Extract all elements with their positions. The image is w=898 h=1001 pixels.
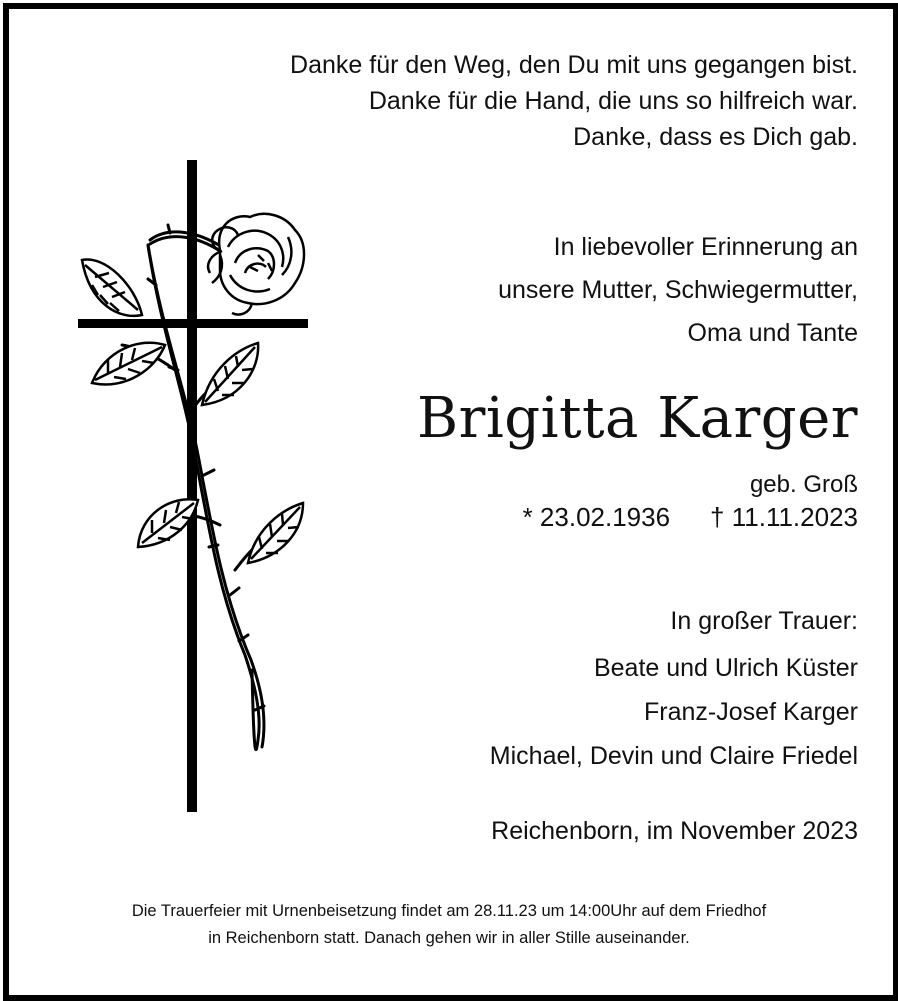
memory-dedication <box>498 226 858 355</box>
cross-with-rose-icon <box>70 155 320 815</box>
mourner-name: Franz-Josef Karger <box>644 698 858 726</box>
poem-line: Danke für die Hand, die uns so hilfreich war. <box>368 87 858 115</box>
memory-line: unsere Mutter, Schwiegermutter, <box>498 276 858 304</box>
poem-line: Danke für den Weg, den Du mit uns gegangen bist. <box>290 51 858 79</box>
mourners-list <box>490 646 858 778</box>
mourners-title: In großer Trauer: <box>670 607 858 635</box>
rose-bloom <box>212 214 304 315</box>
mourner-name: Michael, Devin und Claire Friedel <box>489 742 858 770</box>
deceased-name: Brigitta Karger <box>416 386 858 451</box>
memory-line: Oma und Tante <box>687 319 858 347</box>
notice-line: Die Trauerfeier mit Urnenbeisetzung findet am 28.11.23 um 14:00Uhr auf dem Friedhof <box>131 902 767 920</box>
mourner-name: Beate und Ulrich Küster <box>593 654 858 682</box>
birth-date: * 23.02.1936 <box>522 502 671 532</box>
life-dates <box>523 500 858 534</box>
place-and-date: Reichenborn, im November 2023 <box>491 817 858 845</box>
maiden-name: geb. Groß <box>749 471 858 498</box>
cross-horizontal-beam <box>78 319 308 328</box>
poem-line: Danke, dass es Dich gab. <box>573 123 858 151</box>
cross-vertical-beam <box>187 160 197 812</box>
funeral-notice <box>44 898 854 952</box>
death-date: † 11.11.2023 <box>710 502 858 532</box>
poem <box>290 47 858 155</box>
memory-line: In liebevoller Erinnerung an <box>553 233 858 261</box>
notice-line: in Reichenborn statt. Danach gehen wir in aller Stille auseinander. <box>208 929 690 947</box>
